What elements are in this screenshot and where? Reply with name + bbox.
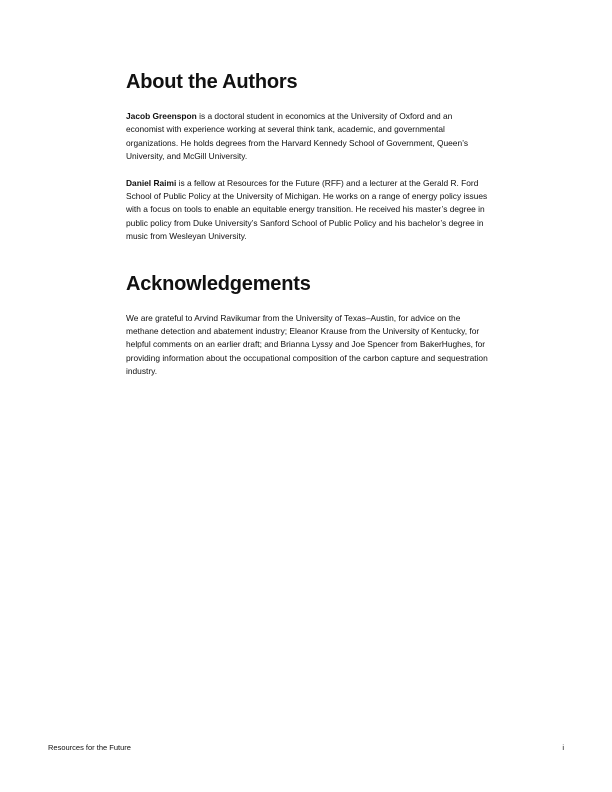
about-authors-heading: About the Authors: [126, 71, 298, 93]
acknowledgements-text: We are grateful to Arvind Ravikumar from the University of Texas–Austin, for advice on the methane detection and abatement industry; Eleanor Krause from the University of Kentucky, for helpful comments on an earlier draft; and Brianna Lyssy and Joe Spencer from BakerHughes, for providing information about the occupational composition of the carbon capture and sequestration industry.: [126, 312, 488, 377]
author-bio-text-greenspon: is a doctoral student in economics at the University of Oxford and an economist with experience working at several think tank, academic, and governmental organizations. He holds degrees from the Harvard Kennedy School of Government, Queen’s University, and McGill University.: [126, 111, 469, 162]
author-name-greenspon: Jacob Greenspon: [126, 111, 197, 121]
footer-page-number: i: [562, 743, 564, 752]
author-bio-raimi: [126, 177, 488, 244]
acknowledgements-heading: Acknowledgements: [126, 272, 311, 295]
footer-org: Resources for the Future: [48, 743, 131, 752]
author-bio-text-raimi: is a fellow at Resources for the Future (RFF) and a lecturer at the Gerald R. Ford School of Public Policy at the University of Michigan. He works on a range of energy policy issues with a focus on tools to enable an equitable energy transition. He received his master’s degree in public policy from Duke University’s Sanford School of Public Policy and his bachelor’s degree in music from Wesleyan University.: [126, 177, 488, 242]
author-bio-greenspon: [126, 110, 488, 164]
page-content: [126, 70, 488, 392]
author-name-raimi: Daniel Raimi: [126, 177, 177, 188]
